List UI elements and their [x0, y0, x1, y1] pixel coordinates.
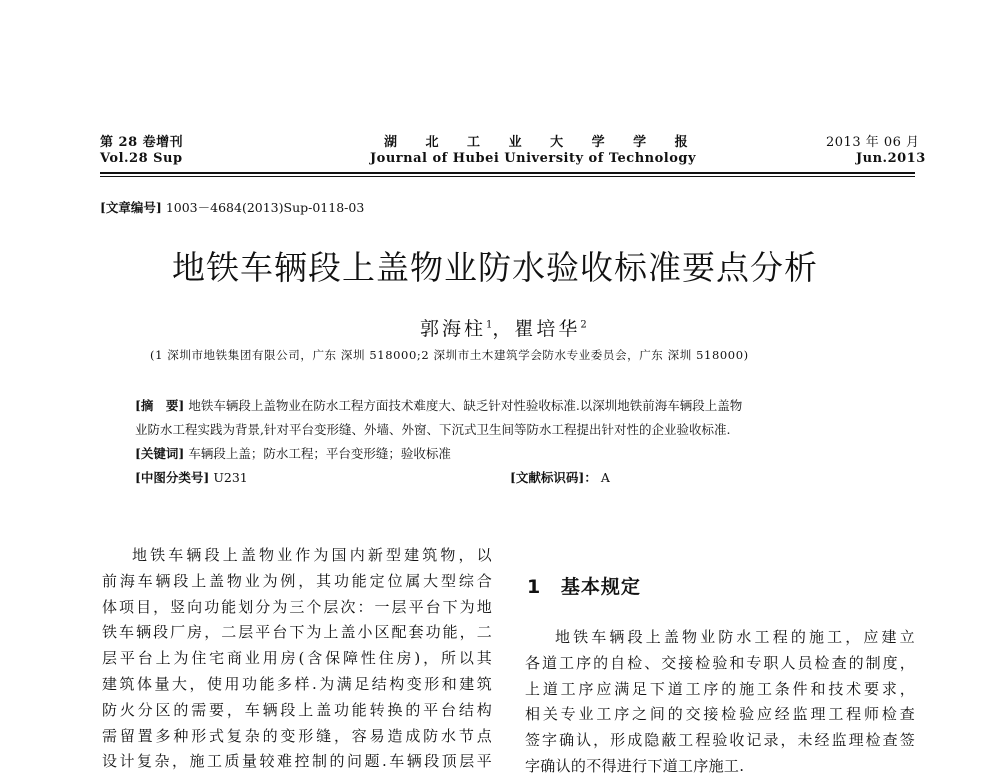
body-line: 字确认的不得进行下道工序施工. [525, 756, 745, 775]
author-line [420, 314, 587, 341]
classification-label: [中图分类号] [135, 470, 210, 485]
author-1: 郭海柱 [420, 318, 487, 340]
header-rule-thick [100, 172, 915, 174]
section-number: 1 [527, 576, 542, 598]
body-line: 上道工序应满足下道工序的施工条件和技术要求， [525, 679, 915, 698]
body-line: 防火分区的需要，车辆段上盖功能转换的平台结构 [102, 700, 492, 719]
document-code-value: A [600, 470, 610, 485]
keywords [135, 441, 451, 467]
header-rule-thin [100, 176, 915, 177]
body-line: 地铁车辆段上盖物业作为国内新型建筑物，以 [132, 546, 492, 564]
body-line: 相关专业工序之间的交接检验应经监理工程师检查 [525, 705, 915, 724]
body-line: 需留置多种形式复杂的变形缝，容易造成防水节点 [102, 726, 492, 745]
affiliation: (1 深圳市地铁集团有限公司，广东 深圳 518000;2 深圳市土木建筑学会防水专业委员会，广东 深圳 518000) [150, 348, 749, 362]
classification [135, 465, 248, 491]
author-2-affiliation-mark: 2 [580, 319, 587, 331]
article-number [100, 198, 364, 216]
body-line: 前海车辆段上盖物业为例，其功能定位属大型综合 [102, 571, 492, 590]
body-line: 层平台上为住宅商业用房(含保障性住房)，所以其 [102, 649, 492, 668]
abstract-text-2: 业防水工程实践为背景,针对平台变形缝、外墙、外窗、下沉式卫生间等防水工程提出针对性的企业验收标准. [135, 422, 731, 437]
journal-name-en: Journal of Hubei University of Technology [370, 151, 697, 166]
section-title: 基本规定 [560, 576, 641, 598]
journal-name-cn: 湖 北 工 业 大 学 学 报 [384, 135, 700, 150]
issue-date-en: Jun.2013 [856, 151, 926, 166]
author-1-affiliation-mark: 1 [486, 319, 493, 331]
body-line: 体项目，竖向功能划分为三个层次：一层平台下为地 [102, 597, 492, 616]
section-heading [527, 572, 641, 599]
left-column [102, 543, 492, 775]
body-line: 设计复杂，施工质量较难控制的问题.车辆段顶层平 [102, 752, 492, 771]
body-line: 建筑体量大，使用功能多样.为满足结构变形和建筑 [102, 674, 492, 693]
keywords-label: [关键词] [135, 446, 185, 461]
body-line: 铁车辆段厂房，二层平台下为上盖小区配套功能，二 [102, 623, 492, 642]
volume-label-en: Vol.28 Sup [100, 151, 183, 166]
article-number-label: [文章编号] [100, 200, 162, 215]
document-code-label: [文献标识码]： [510, 470, 597, 485]
volume-label-cn: 第 28 卷增刊 [100, 135, 184, 150]
classification-value: U231 [213, 470, 248, 485]
issue-date-cn: 2013 年 06 月 [826, 135, 920, 150]
abstract-line-1 [135, 393, 742, 419]
document-code [510, 465, 610, 491]
right-column [525, 625, 915, 780]
author-2: 瞿培华 [514, 318, 581, 340]
body-line: 签字确认，形成隐蔽工程验收记录，未经监理检查签 [525, 731, 915, 750]
page-title: 地铁车辆段上盖物业防水验收标准要点分析 [172, 248, 818, 287]
body-line: 地铁车辆段上盖物业防水工程的施工，应建立 [555, 628, 915, 646]
keywords-value: 车辆段上盖；防水工程；平台变形缝；验收标准 [188, 446, 451, 461]
article-number-value: 1003－4684(2013)Sup-0118-03 [165, 200, 365, 215]
abstract-text-1: 地铁车辆段上盖物业在防水工程方面技术难度大、缺乏针对性验收标准.以深圳地铁前海车辆段上盖物 [188, 398, 743, 413]
abstract-label: [摘 要] [135, 398, 185, 413]
body-line: 各道工序的自检、交接检验和专职人员检查的制度， [525, 653, 915, 672]
author-separator: ， [492, 318, 515, 340]
abstract-line-2 [135, 417, 730, 443]
